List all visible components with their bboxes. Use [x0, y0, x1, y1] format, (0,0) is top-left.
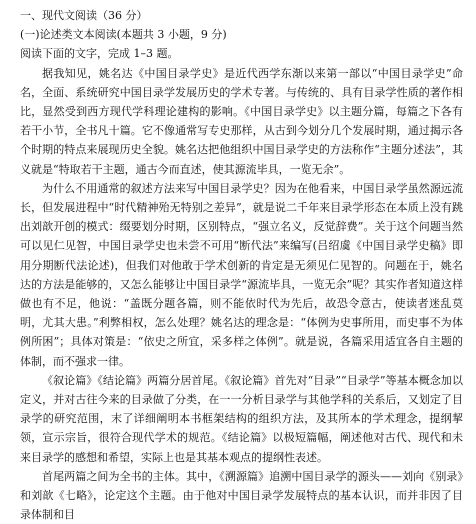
paragraph-3: 《叙论篇》《结论篇》两篇分居首尾。《叙论篇》首先对“目录”“目录学”等基本概念加以定义，并对古往今来的目录做了分类，在一一分析目录学与其他学科的关系后，又划定了目录学的研究范围，末了详细阐明本书框架结构的组织方法，及其所本的学术理念，提纲挈领，宣示宗旨，很符合现代学术的规范。《结论篇》以极短篇幅，阐述他对古代、现代和未来目录学的感想和希望，实际上也是其基本观点的提纲性表述。 [20, 373, 463, 464]
instruction-text: 阅读下面的文字，完成 1–3 题。 [20, 47, 179, 61]
paragraph-1: 据我知见，姚名达《中国目录学史》是近代西学东渐以来第一部以“中国目录学史”命名，全面、系统研究中国目录学发展历史的学术专著。与传统的、具有目录学性质的著作相比，显然受到西方现代学科理论建构的影响。《中国目录学史》以主题分篇，每篇之下各有若干小节，全书凡十篇。它不像通常写专史那样，从古到今划分几个发展时期，通过揭示各个时期的特点来展现历史全貌。姚名达把他组织中国目录学史的方法称作“主题分述法”，其义就是“特取若干主题，通古今而直述，使其源流毕具，一览无余”。 [20, 66, 463, 176]
document-page [0, 6, 476, 524]
subsection-heading: (一)论述类文本阅读(本题共 3 小题，9 分) [20, 28, 227, 42]
paragraph-2: 为什么不用通常的叙述方法来写中国目录学史？因为在他看来，中国目录学虽然源远流长，但发展进程中“时代精神殆无特别之差异”，就是说二千年来目录学形态在本质上没有跳出刘歆开创的模式：缀要划分时期，区别特点，“强立名义，反觉辞费”。关于这个问题当然可以见仁见智，中国目录学史也未尝不可用“断代法”来编写(吕绍虞《中国目录学史稿》即用分期断代法论述)，但我们对他敢于学术创新的肯定是无须见仁见智的。问题在于，姚名达的方法是能够的，又怎么能够让中国目录学“源流毕具，一览无余”呢？其实作者知道这样做也有不足，他说：“盖既分题各篇，则不能依时代为先后，故恐令意古，使读者迷乱莫明，尤其大患。”利弊相权，怎么处理？姚名达的理念是：“体例为史事所用，而史事不为体例所困”；具体对策是：“依史之所宜，采多样之体例”。就是说，各篇采用适宜各自主题的体制，而不强求一律。 [20, 181, 463, 368]
article-body [20, 64, 463, 524]
paragraph-4: 首尾两篇之间为全书的主体。其中，《溯源篇》追溯中国目录学的源头——刘向《别录》和刘歆《七略》，论定这个主题。由于他对中国目录学发展特点的基本认识，而并非因了目录体制和目 [20, 469, 463, 522]
section-heading: 一、现代文阅读（36 分） [20, 9, 148, 22]
